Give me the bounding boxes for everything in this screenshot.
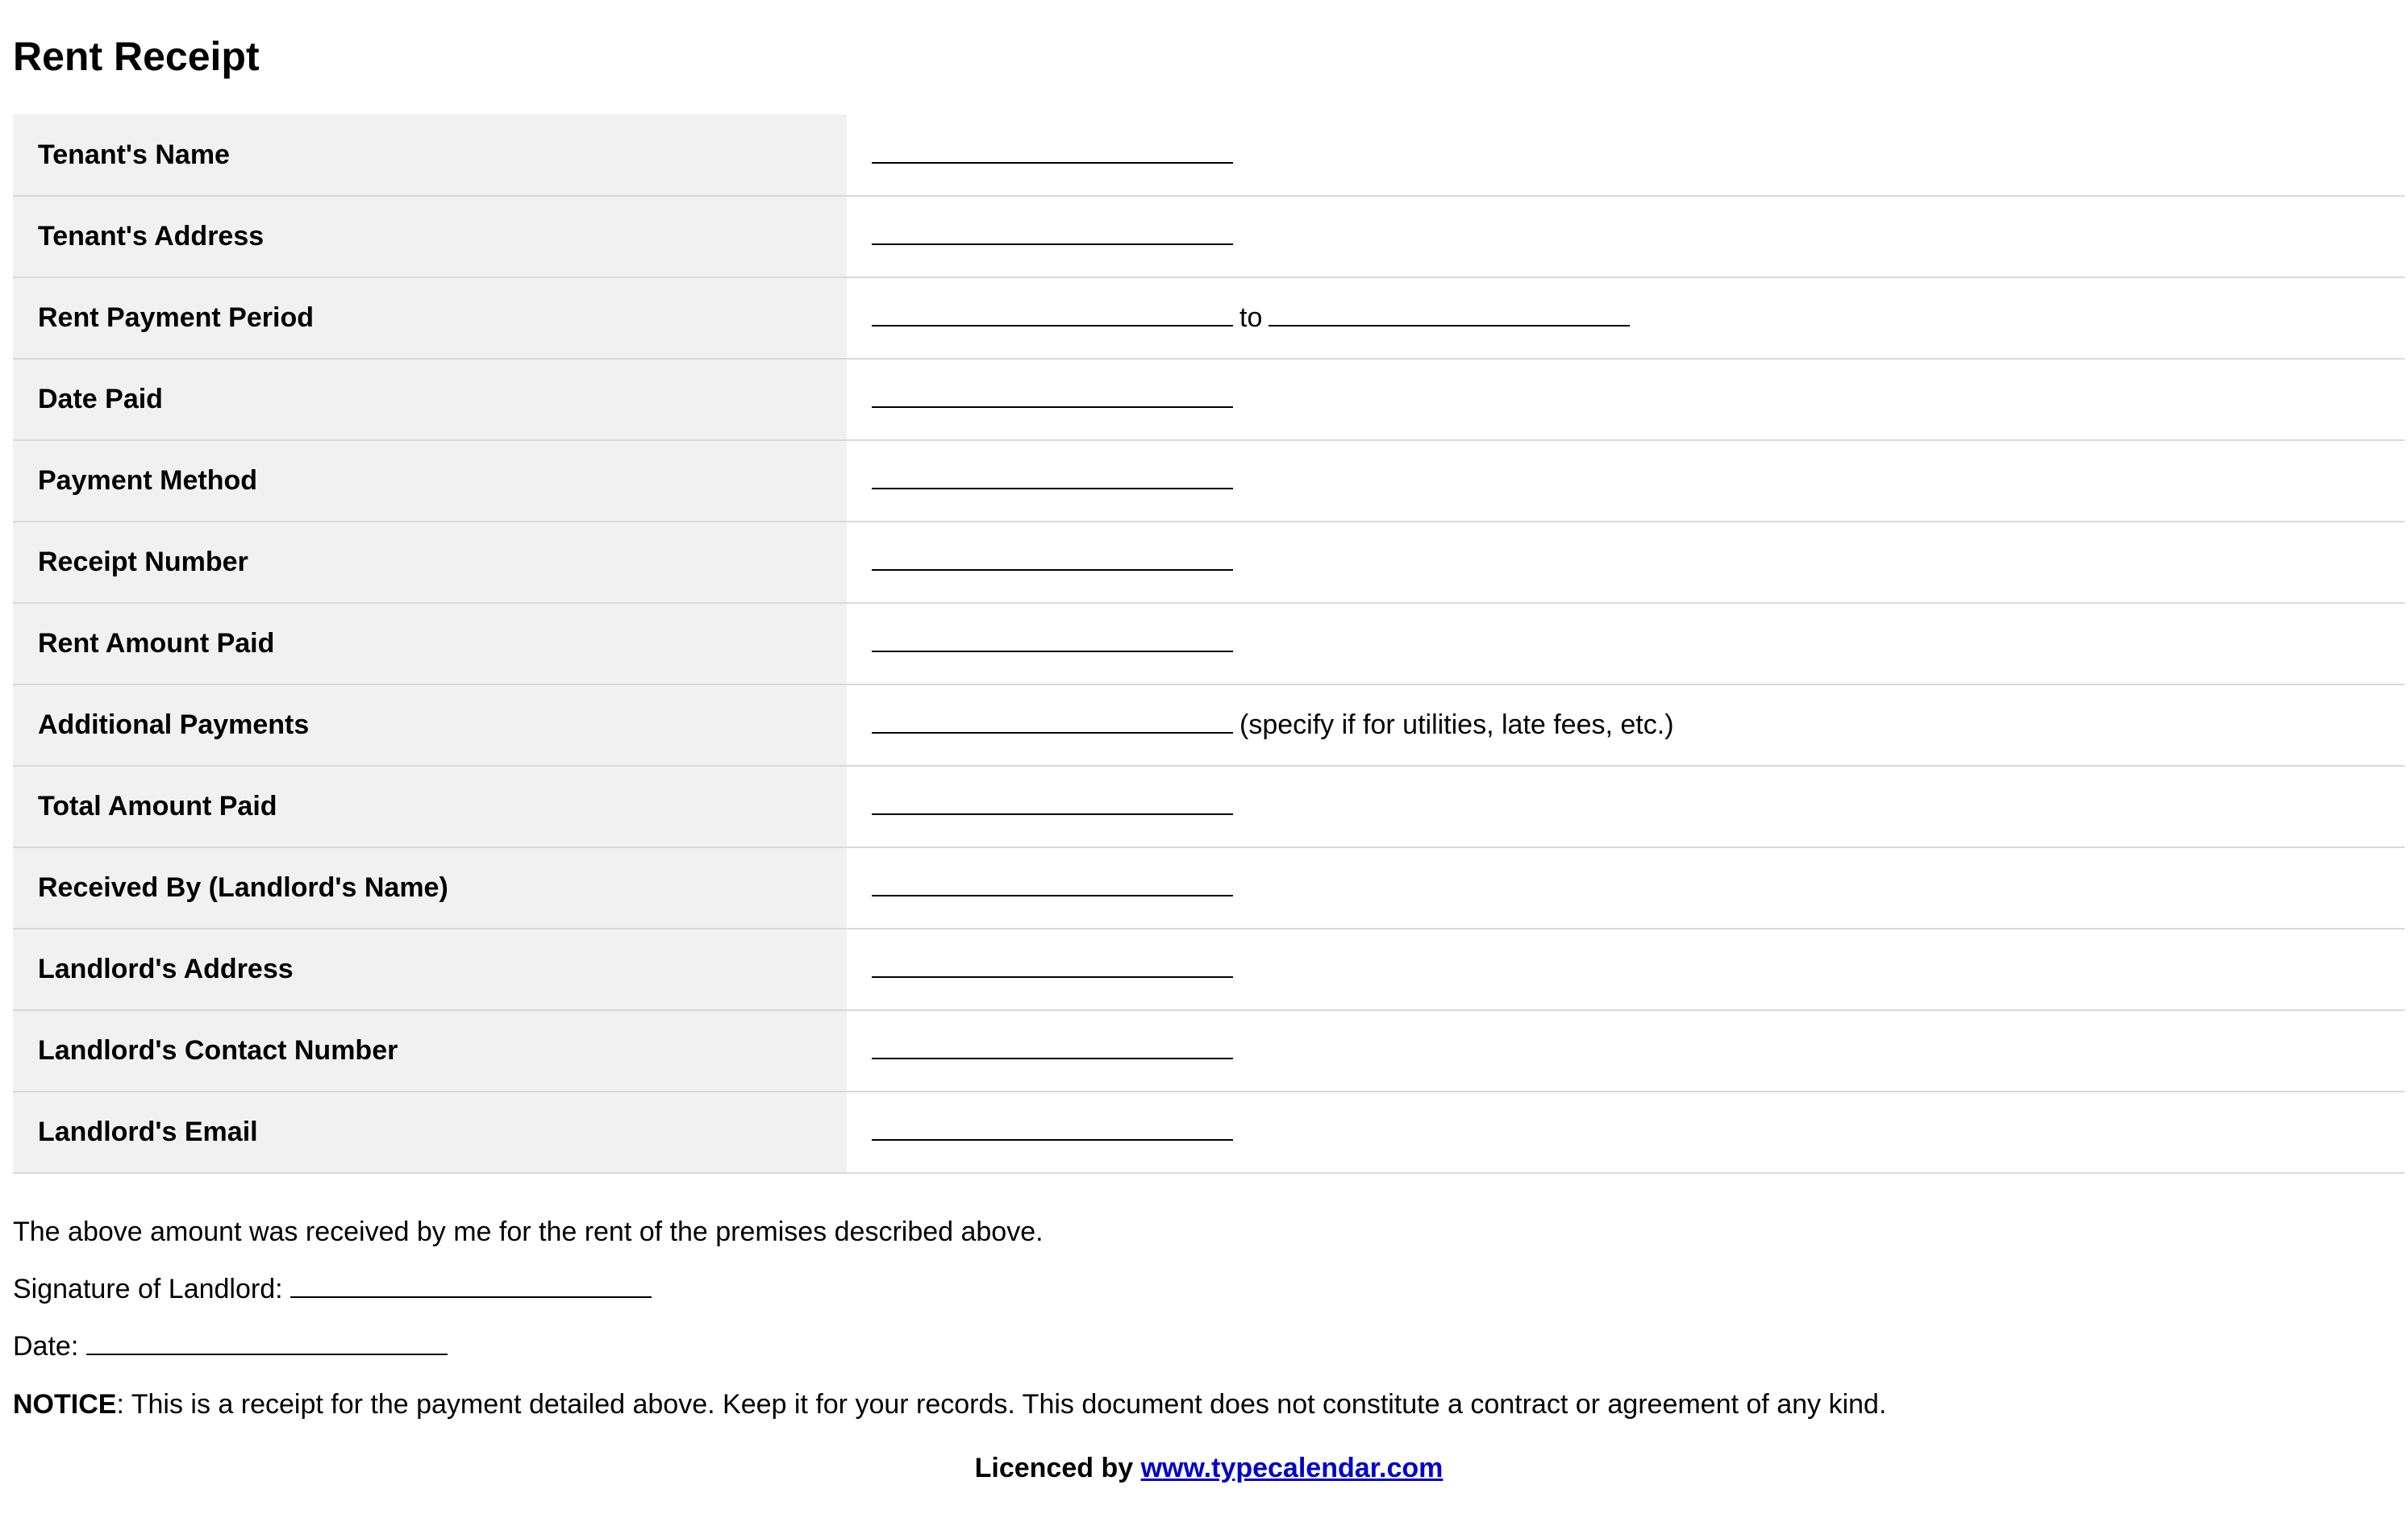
blank-line: [872, 792, 1233, 815]
blank-line: [872, 1118, 1233, 1141]
period-joiner: to: [1239, 302, 1263, 333]
blank-line: [872, 711, 1233, 734]
row-label: Landlord's Address: [13, 929, 847, 1010]
row-value: [847, 603, 2405, 684]
row-value: [847, 1092, 2405, 1173]
table-row: [13, 929, 2405, 1010]
licence-prefix: Licenced by: [974, 1453, 1134, 1483]
row-label: Rent Amount Paid: [13, 603, 847, 684]
table-row: [13, 522, 2405, 603]
notice-body: : This is a receipt for the payment detailed above. Keep it for your records. This document does not constitute a contract or agreement of any kind.: [116, 1389, 1887, 1420]
row-label: Tenant's Name: [13, 114, 847, 196]
additional-note: (specify if for utilities, late fees, etc.): [1239, 709, 1674, 740]
blank-line: [872, 955, 1233, 978]
blank-line: [872, 1037, 1233, 1059]
row-label: Landlord's Email: [13, 1092, 847, 1173]
blank-line: [872, 467, 1233, 489]
blank-line: [872, 304, 1233, 327]
row-label: Received By (Landlord's Name): [13, 847, 847, 929]
row-value: [847, 1010, 2405, 1092]
row-label: Receipt Number: [13, 522, 847, 603]
row-value: [847, 196, 2405, 277]
row-value: [847, 277, 2405, 359]
table-row: [13, 766, 2405, 847]
row-label: Additional Payments: [13, 684, 847, 766]
table-row: [13, 684, 2405, 766]
table-row: [13, 440, 2405, 522]
blank-line: [872, 874, 1233, 896]
row-value: [847, 440, 2405, 522]
blank-line: [872, 630, 1233, 652]
blank-line: [872, 141, 1233, 164]
blank-line: [86, 1333, 448, 1355]
row-label: Tenant's Address: [13, 196, 847, 277]
table-row: [13, 277, 2405, 359]
row-value: [847, 114, 2405, 196]
row-value: [847, 847, 2405, 929]
row-label: Payment Method: [13, 440, 847, 522]
row-value: [847, 684, 2405, 766]
table-row: [13, 603, 2405, 684]
notice-label: NOTICE: [13, 1389, 117, 1420]
table-row: [13, 847, 2405, 929]
row-value: [847, 359, 2405, 440]
row-label: Date Paid: [13, 359, 847, 440]
row-label: Rent Payment Period: [13, 277, 847, 359]
date-label: Date:: [13, 1331, 79, 1362]
date-line: [13, 1329, 448, 1364]
blank-line: [872, 385, 1233, 408]
blank-line: [872, 223, 1233, 245]
row-label: Total Amount Paid: [13, 766, 847, 847]
table-row: [13, 1092, 2405, 1173]
page-title: Rent Receipt: [13, 34, 260, 79]
blank-line: [290, 1275, 652, 1298]
blank-line: [1269, 304, 1630, 327]
table-row: [13, 1010, 2405, 1092]
table-row: [13, 114, 2405, 196]
signature-label: Signature of Landlord:: [13, 1274, 283, 1304]
notice-text: [13, 1387, 1886, 1422]
table-row: [13, 196, 2405, 277]
licence-line: [13, 1450, 2405, 1486]
statement-text: The above amount was received by me for the rent of the premises described above.: [13, 1217, 1044, 1247]
signature-line: [13, 1271, 652, 1307]
licence-link[interactable]: www.typecalendar.com: [1140, 1453, 1444, 1483]
receipt-table: [13, 114, 2405, 1174]
row-value: [847, 929, 2405, 1010]
row-value: [847, 522, 2405, 603]
row-value: [847, 766, 2405, 847]
row-label: Landlord's Contact Number: [13, 1010, 847, 1092]
table-row: [13, 359, 2405, 440]
blank-line: [872, 548, 1233, 571]
